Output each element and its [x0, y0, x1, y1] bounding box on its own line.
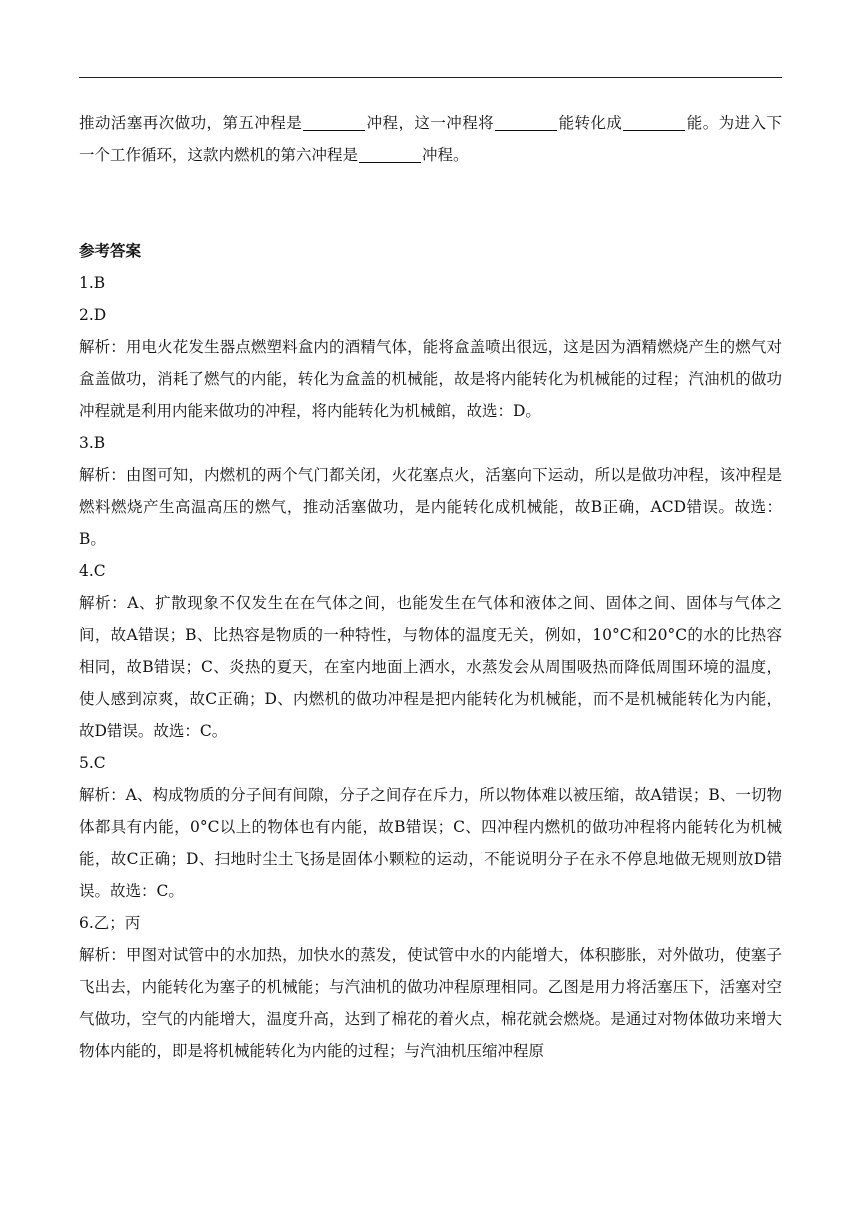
header-rule [79, 77, 782, 78]
answer-explanation-2: 解析：用电火花发生器点燃塑料盒内的酒精气体，能将盒盖喷出很远，这是因为酒精燃烧产生的燃气对盒盖做功，消耗了燃气的内能，转化为盒盖的机械能，故是将内能转化为机械能的过程；汽油机的做功冲程就是利用内能来做功的冲程，将内能转化为机械館，故选：D。 [79, 338, 782, 420]
answers-heading: 参考答案 [79, 241, 142, 260]
answer-number-4: 4.C [79, 562, 106, 580]
fill-blank [303, 115, 365, 132]
text-segment: 冲程，这一冲程将 [366, 114, 495, 132]
text-segment: 冲程。 [422, 146, 469, 164]
answer-number-1: 1.B [79, 274, 106, 292]
answer-number-2: 2.D [79, 306, 107, 324]
answer-explanation-6: 解析：甲图对试管中的水加热，加快水的蒸发，使试管中水的内能增大，体积膨胀，对外做功，使塞子飞出去，内能转化为塞子的机械能；与汽油机的做功冲程原理相同。乙图是用力将活塞压下，活塞对空气做功，空气的内能增大，温度升高，达到了棉花的着火点，棉花就会燃烧。是通过对物体做功来增大物体内能的，即是将机械能转化为内能的过程；与汽油机压缩冲程原 [79, 946, 782, 1060]
text-segment: 推动活塞再次做功，第五冲程是 [79, 114, 303, 132]
answer-explanation-5: 解析：A、构成物质的分子间有间隙，分子之间存在斥力，所以物体难以被压缩，故A错误；B、一切物体都具有内能，0°C以上的物体也有内能，故B错误；C、四冲程内燃机的做功冲程将内能转化为机械能，故C正确；D、扫地时尘土飞扬是固体小颗粒的运动，不能说明分子在永不停息地做无规则放D错误。故选：C。 [79, 786, 782, 900]
question-continuation [79, 107, 782, 171]
answer-explanation-3: 解析：由图可知，内燃机的两个气门都关闭，火花塞点火，活塞向下运动，所以是做功冲程，该冲程是燃料燃烧产生高温高压的燃气，推动活塞做功，是内能转化成机械能，故B正确，ACD错误。故选：B。 [79, 466, 782, 548]
fill-blank [623, 115, 685, 132]
fill-blank [495, 115, 557, 132]
text-segment: 能转化成 [558, 114, 623, 132]
text-segment: 能。为进入下一个工作循环，这款内燃机的第六冲程是 [79, 114, 782, 164]
answer-number-6: 6.乙；丙 [79, 914, 141, 932]
answer-explanation-4: 解析：A、扩散现象不仅发生在在气体之间，也能发生在气体和液体之间、固体之间、固体与气体之间，故A错误；B、比热容是物质的一种特性，与物体的温度无关，例如，10°C和20°C的水的比热容相同，故B错误；C、炎热的夏天，在室内地面上洒水，水蒸发会从周围吸热而降低周围环境的温度，使人感到凉爽，故C正确；D、内燃机的做功冲程是把内能转化为机械能，而不是机械能转化为内能，故D错误。故选：C。 [79, 594, 782, 740]
page-content [79, 107, 782, 1067]
answer-number-5: 5.C [79, 754, 106, 772]
fill-blank [359, 147, 421, 164]
answer-number-3: 3.B [79, 434, 106, 452]
